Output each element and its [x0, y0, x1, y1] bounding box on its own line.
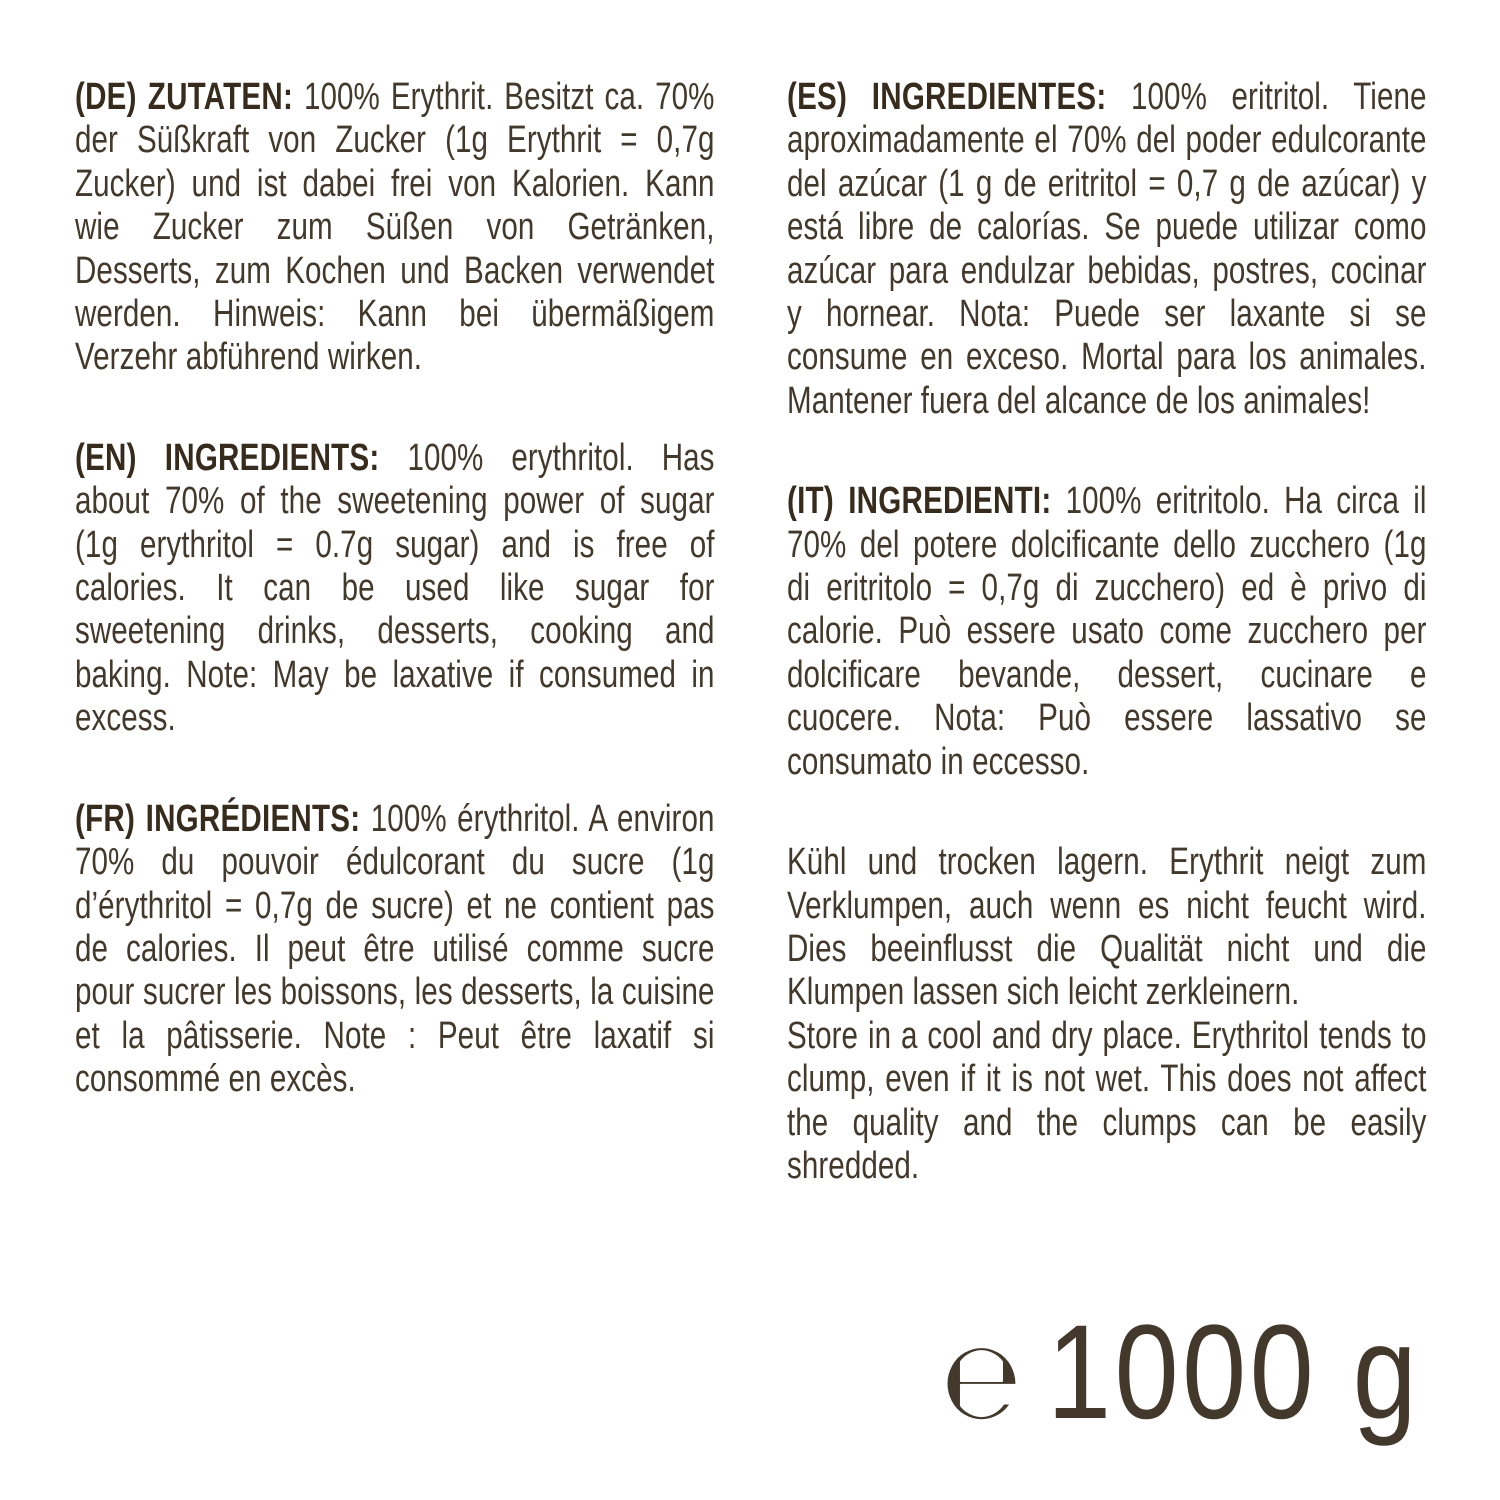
paragraph-storage-de-text: Kühl und trocken lagern. Erythrit neigt zum Verklumpen, auch wenn es nicht feucht wird. Dies beeinflusst die Qualität nicht und die Klumpen lassen sich leicht zerkleinern.: [787, 841, 1427, 1014]
paragraph-fr-ingredients: [75, 798, 715, 1102]
paragraph-es-heading: (ES) INGREDIENTES:: [787, 76, 1107, 118]
paragraph-storage-en-text: Store in a cool and dry place. Erythritol tends to clump, even if it is not wet. This does not affect the quality and the clumps can be easily shredded.: [787, 1014, 1427, 1187]
paragraph-storage-de: [787, 841, 1427, 1015]
paragraph-fr-text: 100% érythritol. A environ 70% du pouvoir édulcorant du sucre (1g d’érythritol = 0,7g de sucre) et ne contient pas de calories. Il peut être utilisé comme sucre pour sucrer les boissons, les desserts, la cuisine et la pâtisserie. Note : Peut être laxatif si consommé en excès.: [75, 797, 715, 1101]
paragraph-it-text: 100% eritritolo. Ha circa il 70% del potere dolcificante dello zucchero (1g di eritritolo = 0,7g di zucchero) ed è privo di calorie. Può essere usato come zucchero per dolcificare bevande, dessert, cucinare e cuocere. Nota: Può essere lassativo se consumato in eccesso.: [787, 480, 1427, 783]
paragraph-en-ingredients: [75, 437, 715, 741]
paragraph-en-heading: (EN) INGREDIENTS:: [75, 436, 380, 479]
paragraph-it-ingredients: [787, 480, 1427, 784]
paragraph-es-ingredients: [787, 76, 1427, 423]
paragraph-de-heading: (DE) ZUTATEN:: [75, 76, 294, 118]
paragraph-de-text: 100% Erythrit. Besitzt ca. 70% der Süßkraft von Zucker (1g Erythrit = 0,7g Zucker) und ist dabei frei von Kalorien. Kann wie Zucker zum Süßen von Getränken, Desserts, zum Kochen und Backen verwendet werden. Hinweis: Kann bei übermäßigem Verzehr abführend wirken.: [75, 76, 715, 379]
paragraph-en-text: 100% erythritol. Has about 70% of the sweetening power of sugar (1g erythritol = 0.7g sugar) and is free of calories. It can be used like sugar for sweetening drinks, desserts, cooking and baking. Note: May be laxative if consumed in excess.: [75, 436, 715, 740]
paragraph-es-text: 100% eritritol. Tiene aproximadamente el 70% del poder edulcorante del azúcar (1 g de eritritol = 0,7 g de azúcar) y está libre de calorías. Se puede utilizar como azúcar para endulzar bebidas, postres, cocinar y hornear. Nota: Puede ser laxante si se consume en exceso. Mortal para los animales. Mantener fuera del alcance de los animales!: [787, 76, 1427, 422]
paragraph-it-heading: (IT) INGREDIENTI:: [787, 480, 1052, 523]
net-quantity: [941, 1298, 1420, 1447]
left-column: [75, 76, 715, 1159]
right-column: [787, 76, 1427, 1245]
paragraph-storage-en: [787, 1015, 1427, 1189]
estimated-sign-icon: ℮: [941, 1319, 1022, 1444]
net-weight-value: 1000 g: [1046, 1298, 1420, 1447]
paragraph-de-ingredients: [75, 76, 715, 380]
paragraph-fr-heading: (FR) INGRÉDIENTS:: [75, 797, 361, 840]
